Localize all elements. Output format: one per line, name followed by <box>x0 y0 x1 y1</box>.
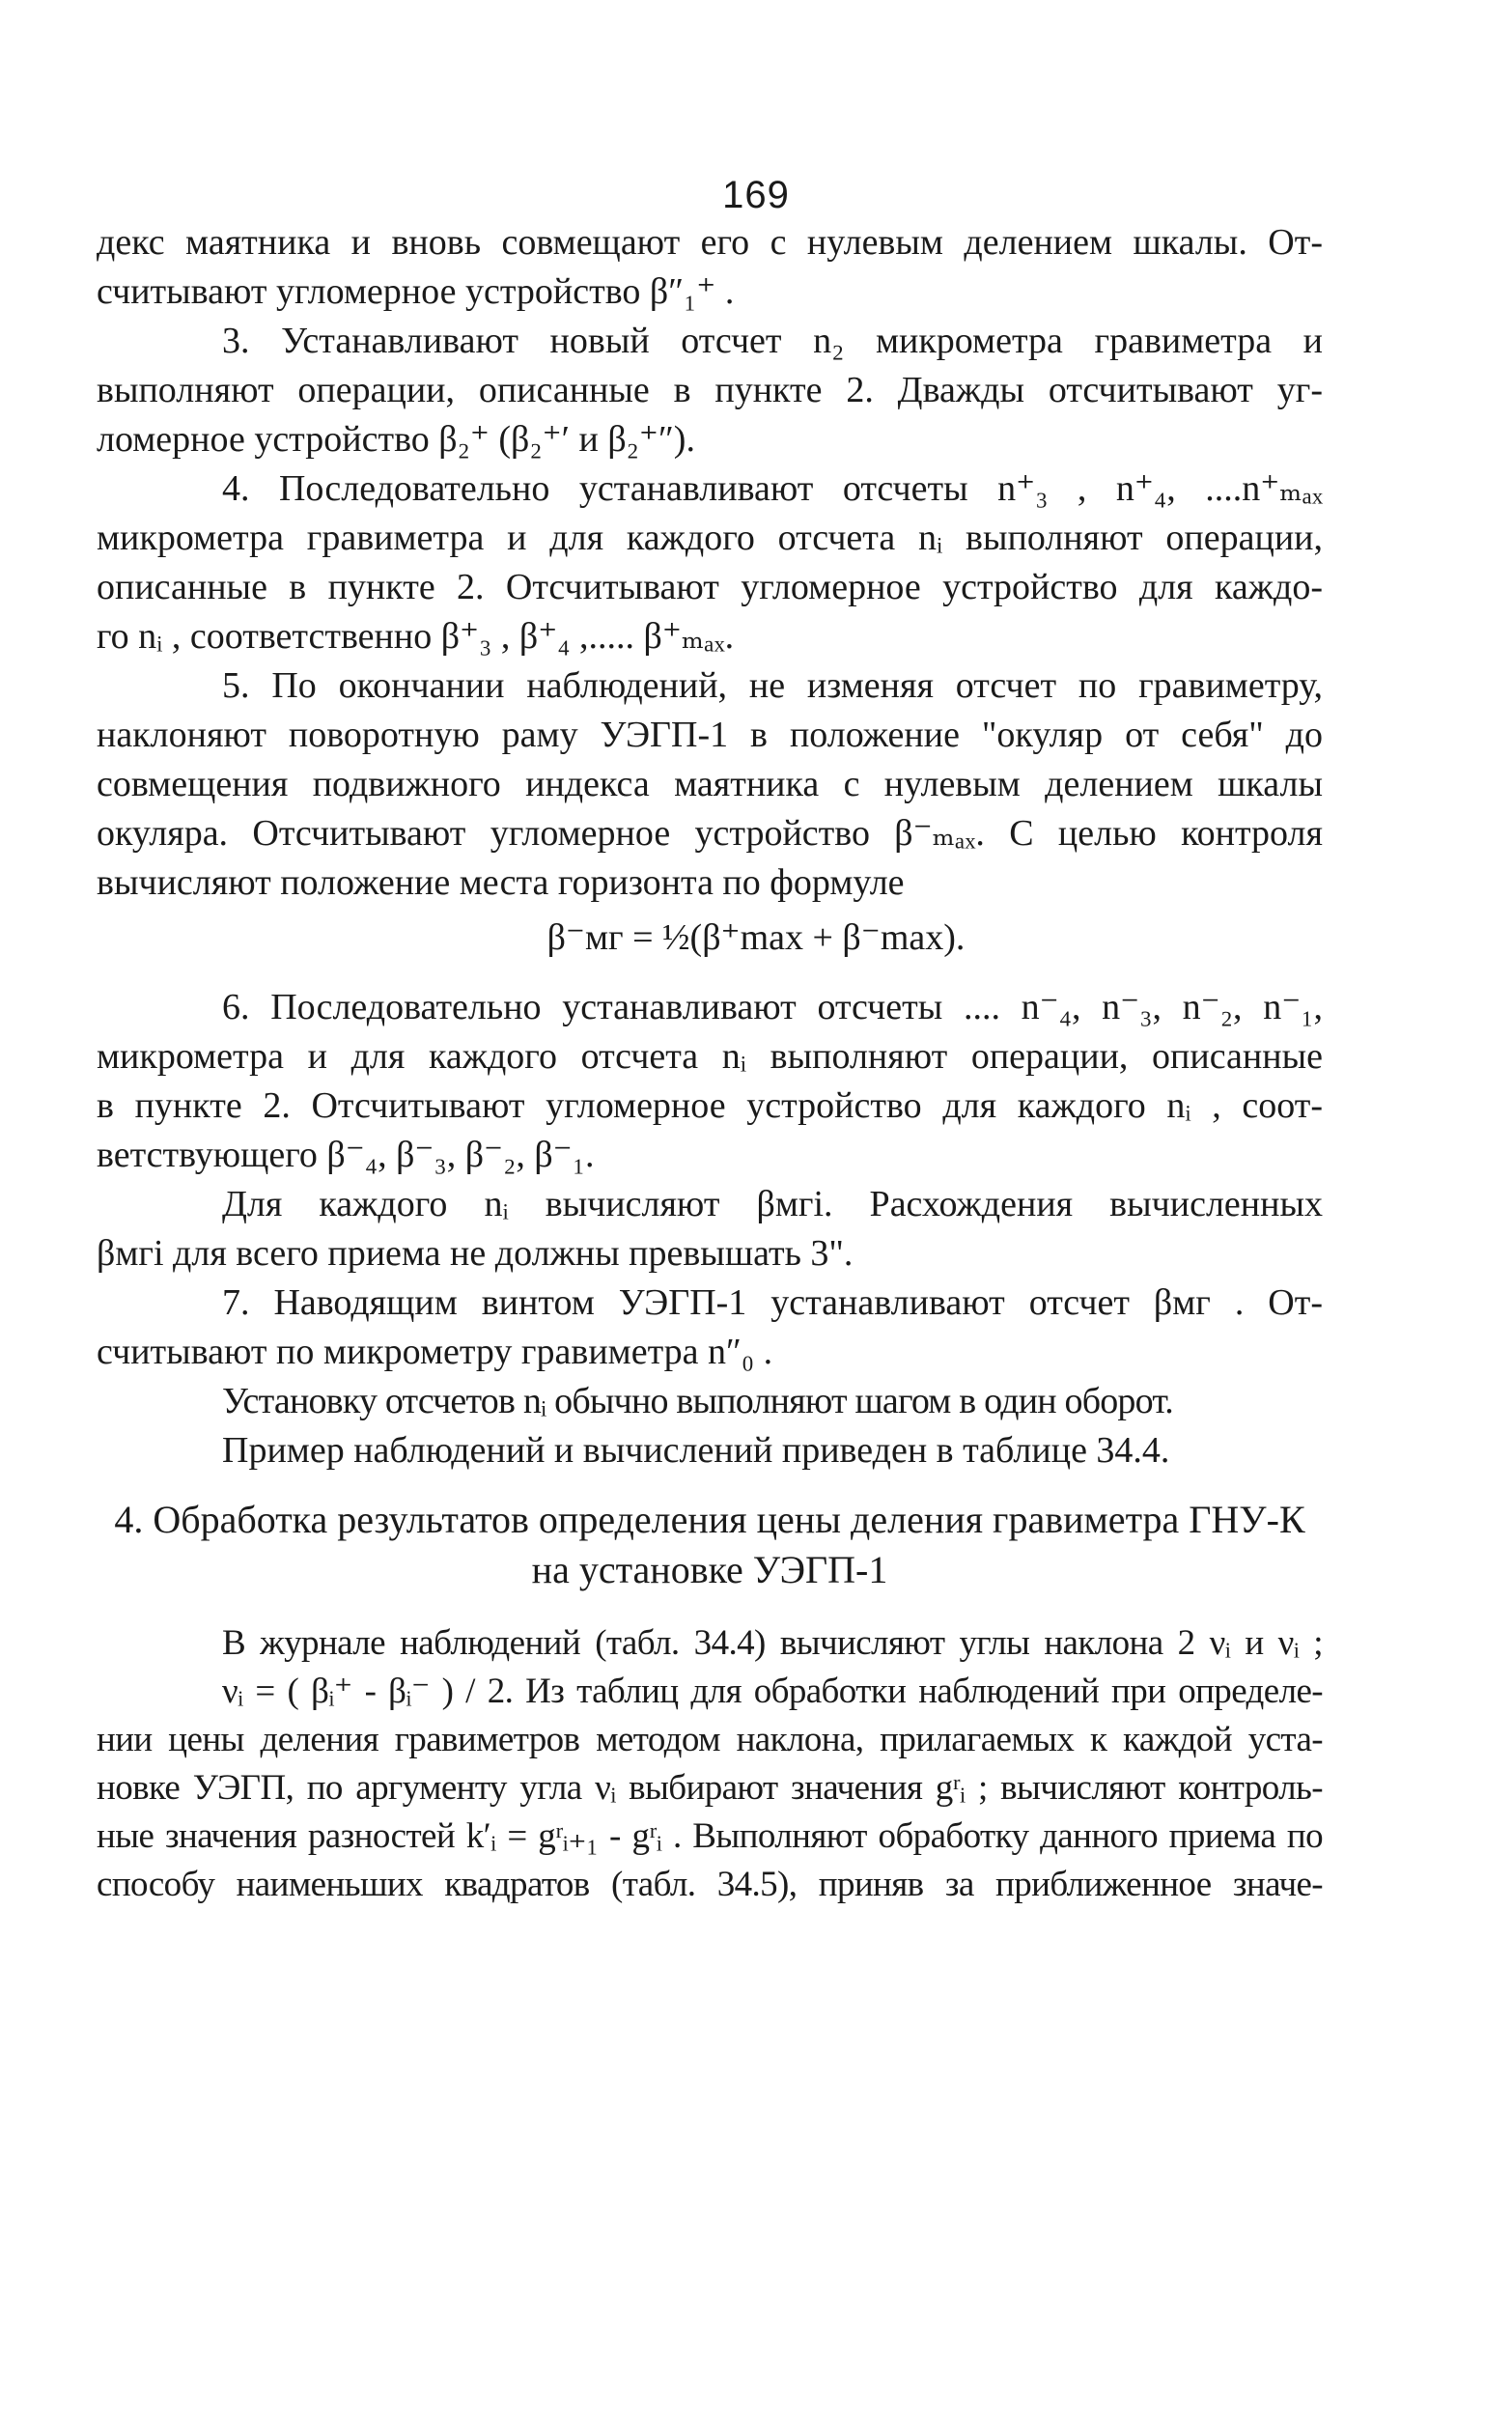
text-line: νᵢ = ( βᵢ⁺ - βᵢ⁻ ) / 2. Из таблиц для обработки наблюдений при определе- <box>222 1672 1323 1711</box>
section-heading-line-1: 4. Обработка результатов определения цены деления гравиметра ГНУ-К <box>114 1498 1305 1541</box>
text-line: нии цены деления гравиметров методом наклона, прилагаемых к каждой уста- <box>97 1720 1323 1759</box>
text-line: ветствующего β⁻₄, β⁻₃, β⁻₂, β⁻₁. <box>97 1135 595 1175</box>
text-line: совмещения подвижного индекса маятника с нулевым делением шкалы <box>97 764 1323 804</box>
page-number: 169 <box>722 174 790 216</box>
text-line: способу наименьших квадратов (табл. 34.5), приняв за приближенное значе- <box>97 1865 1323 1904</box>
text-line: го nᵢ , соответственно β⁺₃ , β⁺₄ ,..... β⁺ₘₐₓ. <box>97 616 735 657</box>
text-line: в пункте 2. Отсчитывают угломерное устройство для каждого nᵢ , соот- <box>97 1085 1323 1126</box>
text-line: окуляра. Отсчитывают угломерное устройство β⁻ₘₐₓ. С целью контроля <box>97 813 1323 854</box>
text-line: выполняют операции, описанные в пункте 2. Дважды отсчитывают уг- <box>97 370 1323 410</box>
text-line: декс маятника и вновь совмещают его с нулевым делением шкалы. От- <box>97 222 1323 263</box>
text-block-bottom <box>97 1619 1323 1909</box>
text-line: вычисляют положение места горизонта по формуле <box>97 862 905 903</box>
text-line: Пример наблюдений и вычислений приведен в таблице 34.4. <box>222 1430 1170 1471</box>
paragraph-3-start: 3. Устанавливают новый отсчет n₂ микрометра гравиметра и <box>222 321 1323 361</box>
paragraph-6-start: 6. Последовательно устанавливают отсчеты .... n⁻₄, n⁻₃, n⁻₂, n⁻₁, <box>222 987 1323 1027</box>
paragraph-5-start: 5. По окончании наблюдений, не изменяя отсчет по гравиметру, <box>222 665 1323 706</box>
text-block-top <box>97 218 1323 908</box>
section-heading <box>97 1495 1323 1595</box>
text-line: Для каждого nᵢ вычисляют βмгi. Расхождения вычисленных <box>222 1184 1323 1224</box>
text-line: наклоняют поворотную раму УЭГП-1 в положение "окуляр от себя" до <box>97 715 1323 755</box>
text-line: новке УЭГП, по аргументу угла νᵢ выбирают значения gʳᵢ ; вычисляют контроль- <box>97 1768 1323 1808</box>
text-line: В журнале наблюдений (табл. 34.4) вычисляют углы наклона 2 νᵢ и νᵢ ; <box>222 1623 1323 1663</box>
text-block-middle <box>97 983 1323 1475</box>
paragraph-7-start: 7. Наводящим винтом УЭГП-1 устанавливают отсчет βмг . От- <box>222 1282 1323 1323</box>
text-line: ные значения разностей k′ᵢ = gʳᵢ₊₁ - gʳᵢ . Выполняют обработку данного приема по <box>97 1816 1323 1856</box>
text-line: ломерное устройство β₂⁺ (β₂⁺′ и β₂⁺″). <box>97 419 695 460</box>
text-line: микрометра и для каждого отсчета nᵢ выполняют операции, описанные <box>97 1036 1323 1077</box>
horizon-formula: β⁻мг = ½(β⁺max + β⁻max). <box>546 917 966 958</box>
paragraph-4-start: 4. Последовательно устанавливают отсчеты n⁺₃ , n⁺₄, ....n⁺ₘₐₓ <box>222 468 1323 509</box>
text-line: считывают по микрометру гравиметра n″₀ . <box>97 1332 773 1372</box>
text-line: описанные в пункте 2. Отсчитывают угломерное устройство для каждо- <box>97 567 1323 607</box>
section-heading-line-2: на установке УЭГП-1 <box>531 1548 888 1591</box>
text-line: считывают угломерное устройство β″₁⁺ . <box>97 271 735 312</box>
text-line: βмгi для всего приема не должны превышать 3". <box>97 1233 854 1274</box>
text-line: микрометра гравиметра и для каждого отсчета nᵢ выполняют операции, <box>97 518 1323 558</box>
text-line: Установку отсчетов nᵢ обычно выполняют шагом в один оборот. <box>222 1381 1173 1421</box>
